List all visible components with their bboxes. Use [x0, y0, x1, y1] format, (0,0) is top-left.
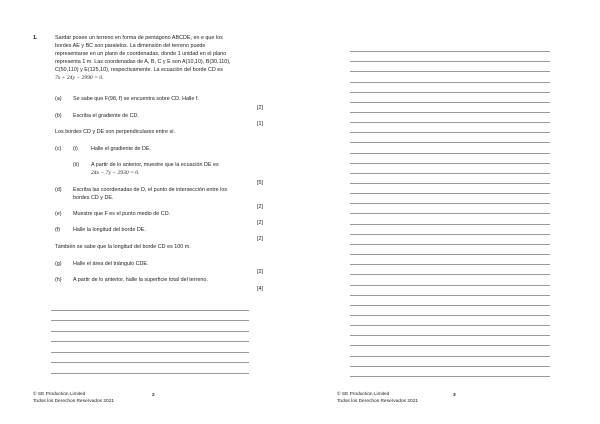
answer-line[interactable]: [350, 376, 550, 377]
part-h-marks: [4]: [257, 286, 263, 292]
perpendicular-statement: Los bordes CD y DE son perpendiculares entre sí.: [55, 129, 176, 135]
answer-line[interactable]: [350, 163, 550, 164]
part-e-label: (e): [55, 211, 62, 217]
part-b-label: (b): [55, 113, 62, 119]
answer-line[interactable]: [350, 153, 550, 154]
answer-line[interactable]: [51, 310, 249, 311]
answer-line[interactable]: [350, 254, 550, 255]
intro-line: Sardar posee un terreno en forma de pentágono ABCDE, en e que los: [55, 35, 223, 41]
answer-line[interactable]: [350, 244, 550, 245]
answer-line[interactable]: [51, 331, 249, 332]
part-c-label: (c): [55, 146, 62, 152]
answer-line[interactable]: [350, 183, 550, 184]
answer-line[interactable]: [350, 213, 550, 214]
part-d-marks: [2]: [257, 204, 263, 210]
footer-rights: Todos los Derechos Reservados 2021: [337, 399, 419, 404]
answer-line[interactable]: [350, 264, 550, 265]
part-ci-label: (i): [73, 146, 78, 152]
answer-line[interactable]: [350, 102, 550, 103]
answer-line[interactable]: [350, 142, 550, 143]
part-c-marks: [5]: [257, 180, 263, 186]
answer-line[interactable]: [350, 193, 550, 194]
part-a-text: Se sabe que F(98, f) se encuentra sobre CD. Halle f.: [73, 96, 199, 102]
answer-line[interactable]: [350, 51, 550, 52]
answer-line[interactable]: [350, 345, 550, 346]
part-g-text: Halle el área del triángulo CDE.: [73, 261, 149, 267]
footer-copyright: © SE Production Limited: [33, 392, 86, 397]
answer-line[interactable]: [51, 352, 249, 353]
part-h-label: (h): [55, 277, 62, 283]
part-f-marks: [2]: [257, 236, 263, 242]
part-cii-equation: 24x − 7y − 2930 = 0.: [91, 170, 140, 176]
answer-line[interactable]: [350, 224, 550, 225]
right-page: [300, 0, 600, 424]
answer-line[interactable]: [350, 305, 550, 306]
answer-line[interactable]: [350, 132, 550, 133]
answer-line[interactable]: [51, 373, 249, 374]
answer-line[interactable]: [350, 366, 550, 367]
part-e-text: Muestre que F es el punto medio de CD.: [73, 211, 171, 217]
part-a-marks: [2]: [257, 105, 263, 111]
part-b-marks: [1]: [257, 121, 263, 127]
answer-line[interactable]: [350, 274, 550, 275]
intro-line: representarse en un plano de coordenadas, donde 1 unidad en el plano: [55, 51, 227, 57]
intro-line: 7x + 24y − 2990 = 0.: [55, 75, 104, 81]
answer-line[interactable]: [350, 173, 550, 174]
part-d-text-line: bordes CD y DE.: [73, 195, 114, 201]
answer-line[interactable]: [51, 362, 249, 363]
footer-copyright: © SE Production Limited: [337, 392, 390, 397]
answer-line[interactable]: [350, 203, 550, 204]
part-f-text: Halle la longitud del borde DE.: [73, 227, 146, 233]
part-h-text: A partir de lo anterior, halle la superficie total del terreno.: [73, 277, 208, 283]
answer-line[interactable]: [350, 335, 550, 336]
answer-line[interactable]: [350, 295, 550, 296]
footer-rights: Todos los Derechos Reservados 2021: [33, 399, 115, 404]
part-b-text: Escriba el gradiente de CD.: [73, 113, 139, 119]
part-f-label: (f): [55, 227, 61, 233]
part-g-marks: [2]: [257, 269, 263, 275]
part-e-marks: [2]: [257, 220, 263, 226]
answer-line[interactable]: [350, 112, 550, 113]
answer-line[interactable]: [350, 82, 550, 83]
answer-line[interactable]: [350, 71, 550, 72]
page-number: 3: [453, 393, 456, 398]
answer-line[interactable]: [51, 341, 249, 342]
answer-line[interactable]: [51, 320, 249, 321]
part-cii-text-line: A partir de lo anterior, muestre que la ecuación DE es: [91, 162, 219, 168]
part-cii-label: (ii): [73, 162, 79, 168]
answer-line[interactable]: [350, 122, 550, 123]
intro-line: representa 1 m. Las coordenadas de A, B, C y E son A(10,10), B(30,110),: [55, 59, 231, 65]
answer-line[interactable]: [350, 234, 550, 235]
intro-line: bordes AE y BC son paralelos. La dimensión del terreno puede: [55, 43, 206, 49]
answer-line[interactable]: [350, 92, 550, 93]
answer-line[interactable]: [350, 285, 550, 286]
answer-line[interactable]: [350, 325, 550, 326]
part-ci-text: Halle el gradiente de DE.: [91, 146, 151, 152]
answer-line[interactable]: [350, 356, 550, 357]
part-d-label: (d): [55, 187, 62, 193]
part-d-text-line: Escriba las coordenadas de D, el punto de intersección entre los: [73, 187, 228, 193]
cd-length-statement: También se sabe que la longitud del borde CD es 100 m.: [55, 244, 191, 250]
page-number: 2: [152, 393, 155, 398]
answer-line[interactable]: [350, 61, 550, 62]
part-g-label: (g): [55, 261, 62, 267]
intro-line: C(50,110) y E(125,10), respectivamente. La ecuación del borde CD es: [55, 67, 223, 73]
part-a-label: (a): [55, 96, 62, 102]
answer-line[interactable]: [350, 315, 550, 316]
question-number: 1.: [33, 35, 38, 41]
